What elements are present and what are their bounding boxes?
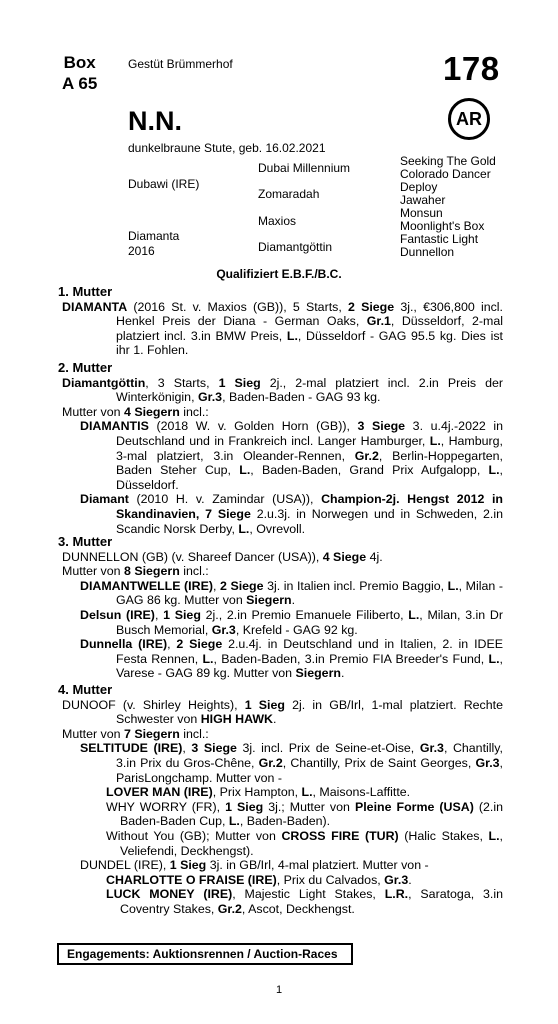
section-title: 1. Mutter: [58, 284, 113, 299]
offspring-entry: Diamant (2010 H. v. Zamindar (USA)), Champion-2j. Hengst 2012 in Skandinavien, 7 Siege 2.u.3j. in Norwegen und in Schweden, 2.in Scandic Norsk Derby, L., Ovrevoll.: [80, 492, 504, 536]
dam-entry: Diamantgöttin, 3 Starts, 1 Sieg 2j., 2-mal platziert incl. 2.in Preis der Winterkönigin, Gr.3, Baden-Baden - GAG 93 kg.: [62, 375, 503, 405]
offspring-entry: DUNDEL (IRE), 1 Sieg 3j. in GB/Irl, 4-mal platziert. Mutter von -: [80, 858, 429, 873]
pedigree-sire-dam: Zomaradah: [258, 187, 320, 201]
mother-of-line: Mutter von 4 Siegern incl.:: [62, 404, 209, 419]
pedigree-g3-item: Deploy: [400, 180, 438, 194]
pedigree-sire: Dubawi (IRE): [128, 177, 200, 191]
section-second-dam: [58, 361, 503, 536]
section-first-dam: [58, 285, 503, 358]
lot-number: 178: [443, 50, 500, 87]
dam-entry: DIAMANTA (2016 St. v. Maxios (GB)), 5 Starts, 2 Siege 3j., €306,800 incl. Henkel Preis der Diana - German Oaks, Gr.1, Düsseldorf, 2-mal platziert incl. 3.in BMW Preis, L., Düsseldorf - GAG 95.5 kg. Dies ist ihr 1. Fohlen.: [62, 299, 503, 358]
section-fourth-dam: [58, 683, 503, 917]
box-info: [62, 52, 97, 94]
horse-description: dunkelbraune Stute, geb. 16.02.2021: [128, 141, 326, 155]
engagements-box: Engagements: Auktionsrennen / Auction-Races: [57, 943, 353, 965]
grand-offspring-entry: LUCK MONEY (IRE), Majestic Light Stakes, L.R., Saratoga, 3.in Coventry Stakes, Gr.2, Ascot, Deckhengst.: [106, 887, 503, 916]
offspring-entry: Delsun (IRE), 1 Sieg 2j., 2.in Premio Emanuele Filiberto, L., Milan, 3.in Dr Busch Memorial, Gr.3, Krefeld - GAG 92 kg.: [80, 607, 503, 637]
horse-name: N.N.: [128, 106, 182, 136]
offspring-entry: Dunnella (IRE), 2 Siege 2.u.4j. in Deutschland und in Italien, 2. in IDEE Festa Rennen, L., Baden-Baden, 3.in Premio FIA Breeder's Fund, L., Varese - GAG 89 kg. Mutter von Siegern.: [80, 637, 503, 681]
pedigree-g3-item: Monsun: [400, 206, 443, 220]
pedigree-sire-sire: Dubai Millennium: [258, 161, 351, 175]
box-number: A 65: [62, 74, 98, 93]
ar-badge: AR: [448, 98, 490, 140]
qualification: Qualifiziert E.B.F./B.C.: [216, 267, 342, 281]
grand-offspring-entry: LOVER MAN (IRE), Prix Hampton, L., Maisons-Laffitte.: [106, 785, 411, 800]
mother-of-line: Mutter von 8 Siegern incl.:: [62, 564, 209, 579]
pedigree-dam-year: 2016: [128, 244, 155, 258]
pedigree-g3-item: Fantastic Light: [400, 232, 479, 246]
dam-entry: DUNNELLON (GB) (v. Shareef Dancer (USA)), 4 Siege 4j.: [62, 549, 383, 564]
grand-offspring-entry: Without You (GB); Mutter von CROSS FIRE (TUR) (Halic Stakes, L., Veliefendi, Deckhengst).: [106, 828, 503, 858]
box-label: Box: [63, 53, 96, 72]
grand-offspring-entry: CHARLOTTE O FRAISE (IRE), Prix du Calvados, Gr.3.: [106, 872, 412, 887]
section-title: 4. Mutter: [58, 682, 113, 697]
pedigree-dam-dam: Diamantgöttin: [258, 240, 333, 254]
section-title: 3. Mutter: [58, 534, 113, 549]
pedigree-dam: Diamanta: [128, 229, 180, 243]
pedigree-third-generation: [400, 155, 496, 259]
pedigree-g3-item: Moonlight's Box: [400, 219, 485, 233]
offspring-entry: SELTITUDE (IRE), 3 Siege 3j. incl. Prix de Seine-et-Oise, Gr.3, Chantilly, 3.in Prix du Gros-Chêne, Gr.2, Chantilly, Prix de Saint Georges, Gr.3, ParisLongchamp. Mutter von -: [80, 741, 503, 785]
dam-entry: DUNOOF (v. Shirley Heights), 1 Sieg 2j. in GB/Irl, 1-mal platziert. Rechte Schwester von HIGH HAWK.: [62, 697, 503, 727]
section-third-dam: [58, 535, 503, 681]
section-title: 2. Mutter: [58, 360, 113, 375]
pedigree-g3-item: Seeking The Gold: [400, 154, 496, 168]
pedigree-g3-item: Colorado Dancer: [400, 167, 491, 181]
page-number: 1: [275, 984, 283, 996]
pedigree-g3-item: Dunnellon: [400, 245, 455, 259]
mother-of-line: Mutter von 7 Siegern incl.:: [62, 726, 209, 741]
pedigree-dam-sire: Maxios: [258, 214, 297, 228]
grand-offspring-entry: WHY WORRY (FR), 1 Sieg 3j.; Mutter von Pleine Forme (USA) (2.in Baden-Baden Cup, L., Baden-Baden).: [106, 799, 503, 829]
pedigree-g3-item: Jawaher: [400, 193, 446, 207]
offspring-entry: DIAMANTWELLE (IRE), 2 Siege 3j. in Italien incl. Premio Baggio, L., Milan - GAG 86 kg. Mutter von Siegern.: [80, 578, 503, 608]
breeder: Gestüt Brümmerhof: [128, 57, 233, 71]
offspring-entry: DIAMANTIS (2018 W. v. Golden Horn (GB)), 3 Siege 3. u.4j.-2022 in Deutschland und in Frankreich incl. Langer Hamburger, L., Hamburg, 3-mal platziert, 3.in Oleander-Rennen, Gr.2, Berlin-Hoppegarten, Baden Steher Cup, L., Baden-Baden, Grand Prix Aufgalopp, L., Düsseldorf.: [80, 419, 503, 492]
